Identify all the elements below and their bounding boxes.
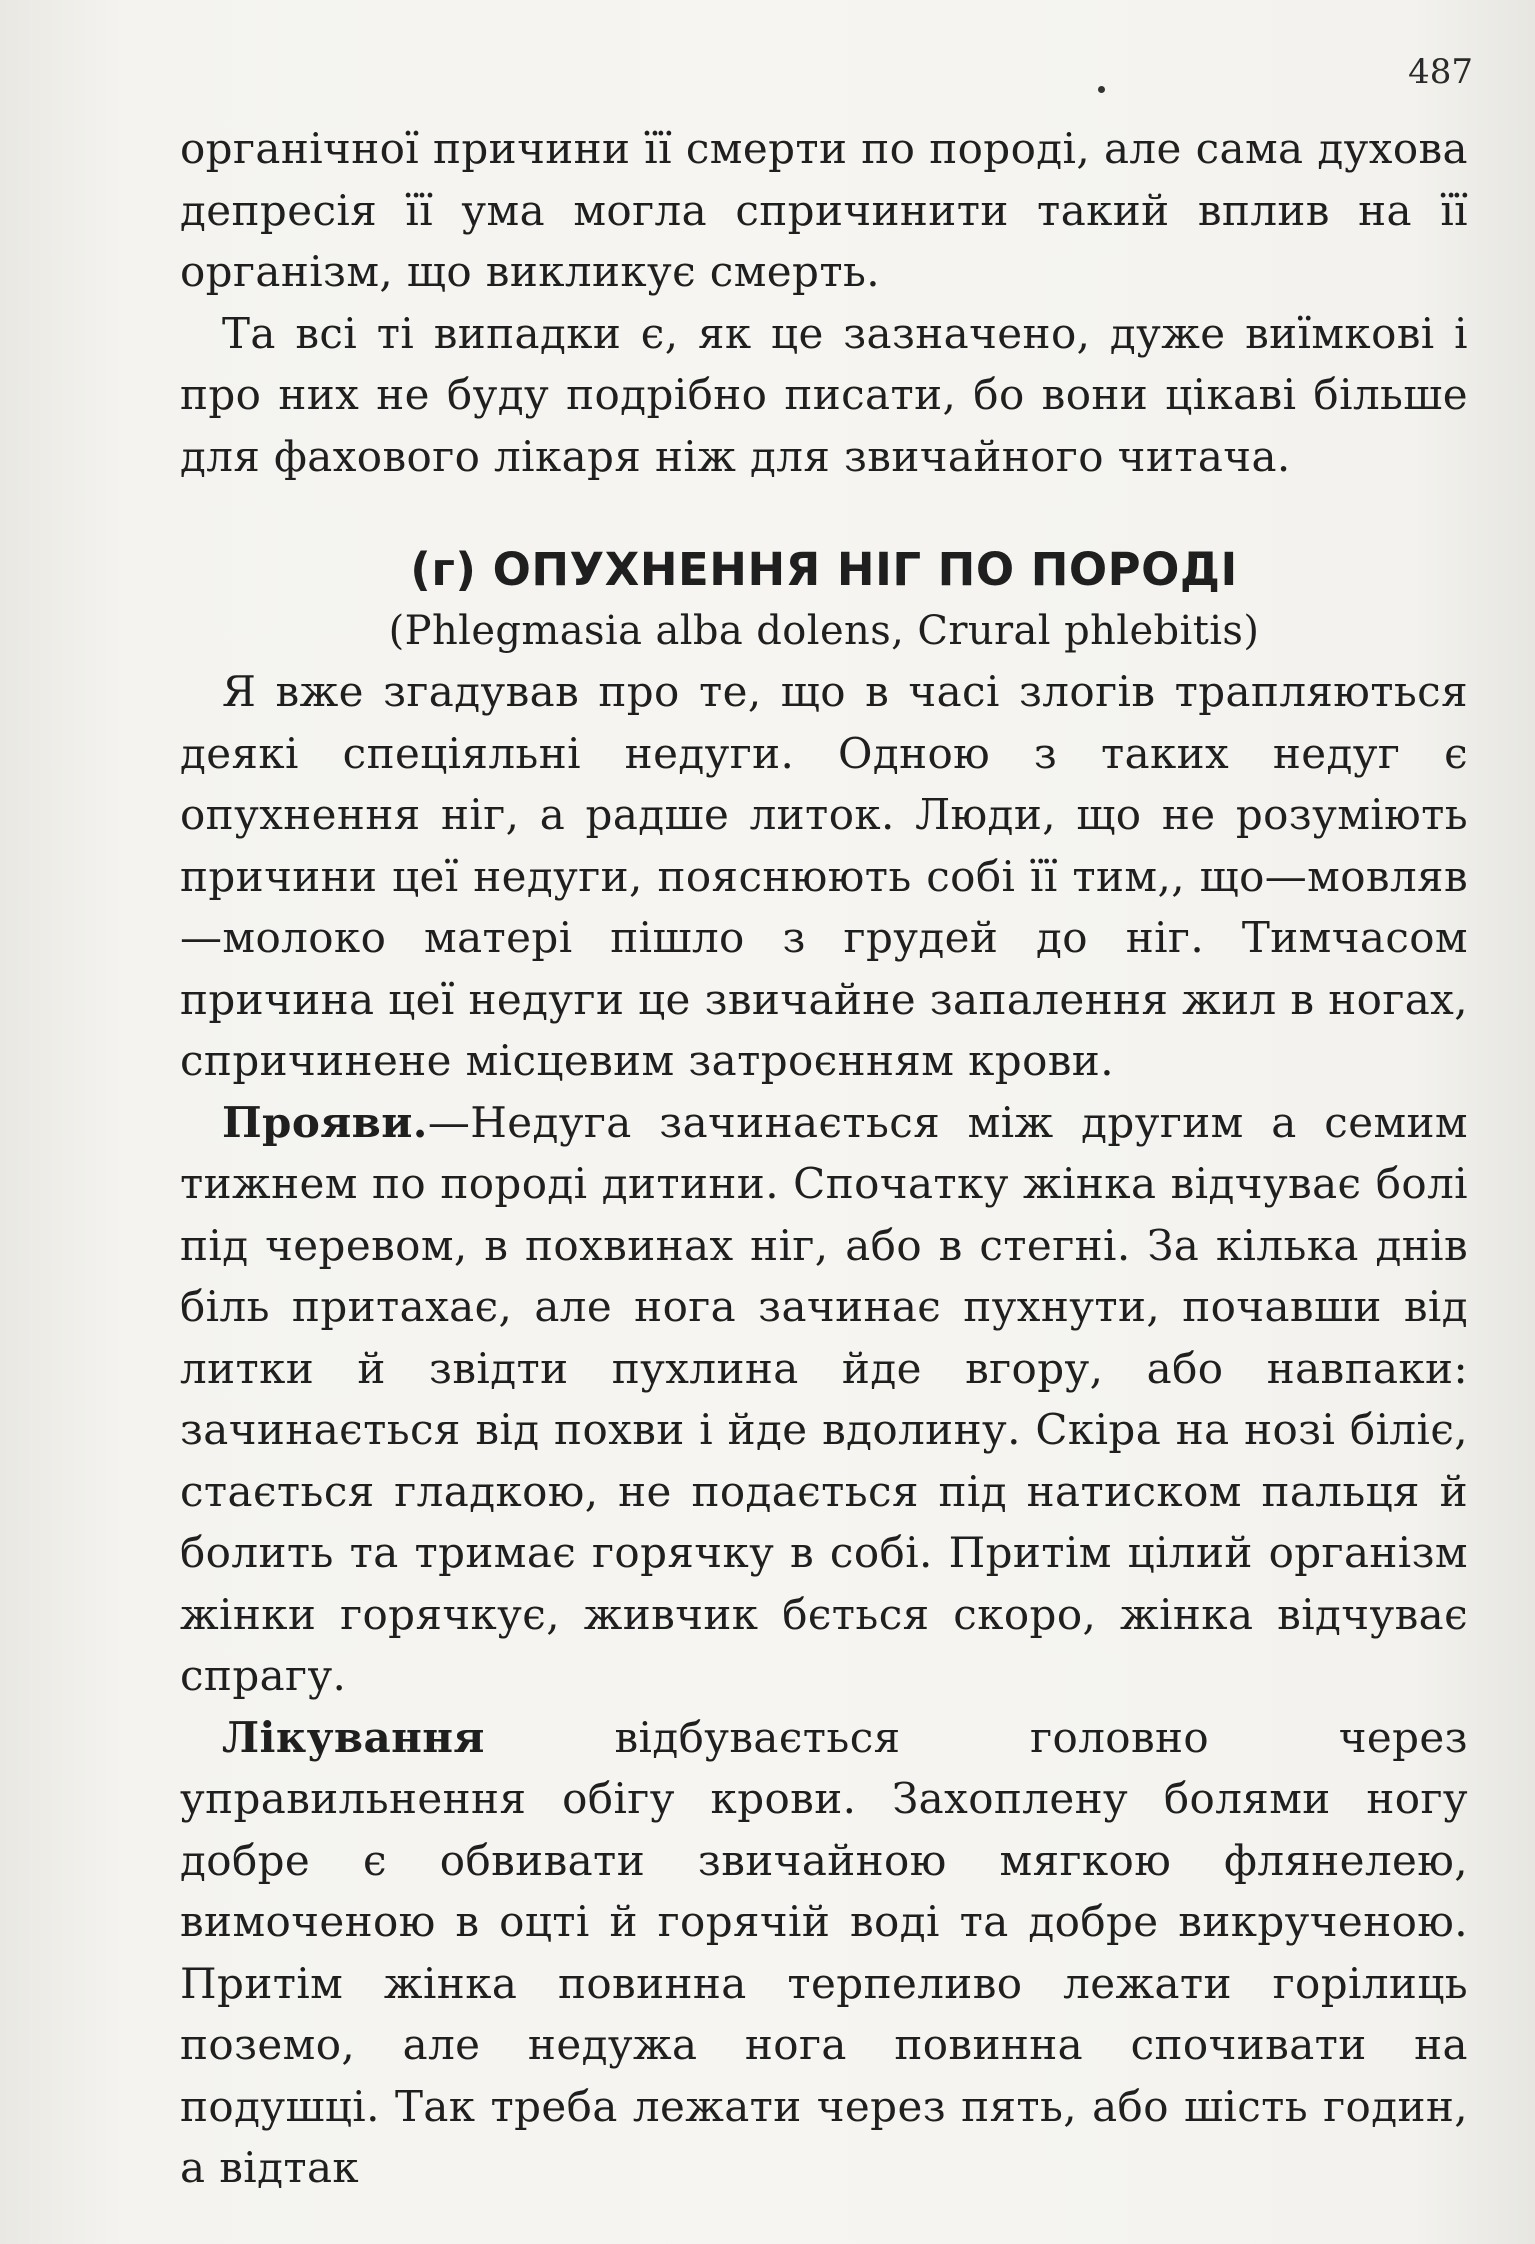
page-number: 487 (1408, 52, 1473, 92)
print-speck (1098, 86, 1105, 93)
treatment-lead: Лікування (222, 1712, 485, 1762)
section-subheading: (Phlegmasia alba dolens, Crural phlebitis) (388, 608, 1260, 654)
symptoms-text: —Недуга зачинається між другим а семим тижнем по породі дитини. Спочатку жінка відчуває болі під черевом, в похвинах ніг, або в стегні. За кілька днів біль притахає, але нога зачинає пухнути, почавши від литки й звідти пухлина йде вгору, або навпаки: зачинається від похви і йде вдолину. Скіра на нозі біліє, стається гладкою, не подається під натиском пальця й болить та тримає горячку в собі. Притім цілий організм жінки горячкує, живчик бється скоро, жінка відчуває спрагу. (180, 1097, 1468, 1700)
page-content (180, 118, 1468, 2199)
paragraph-treatment (180, 1707, 1468, 2199)
paragraph-intro: Я вже згадував про те, що в часі злогів трапляються деякі спеціяльні недуги. Одною з таких недуг є опухнення ніг, а радше литок. Люди, що не розуміють причини цеї недуги, пояснюють собі її тим,, що—мовляв—молоко матері пішло з грудей до ніг. Тимчасом причина цеї недуги це звичайне запалення жил в ногах, спричинене місцевим затроєнням крови. (180, 667, 1468, 1085)
paragraph-continued: органічної причини її смерти по породі, але сама духова депресія її ума могла спричинити такий вплив на її організм, що викликує смерть. (180, 124, 1468, 296)
treatment-text: відбувається головно через управильнення обігу крови. Захоплену болями ногу добре є обвивати звичайною мягкою флянелею, вимоченою в оцті й горячій воді та добре викрученою. Притім жінка повинна терпеливо лежати горілиць поземо, але недужа нога повинна спочивати на подушці. Так треба лежати через пять, або шість годин, а відтак (180, 1712, 1468, 2192)
symptoms-lead: Прояви. (222, 1097, 428, 1147)
paragraph-symptoms (180, 1092, 1468, 1707)
paragraph-exceptions: Та всі ті випадки є, як це зазначено, дуже виїмкові і про них не буду подрібно писати, бо вони цікаві більше для фахового лікаря ніж для звичайного читача. (180, 308, 1468, 481)
section-heading: (г) ОПУХНЕННЯ НІГ ПО ПОРОДІ (410, 543, 1238, 596)
